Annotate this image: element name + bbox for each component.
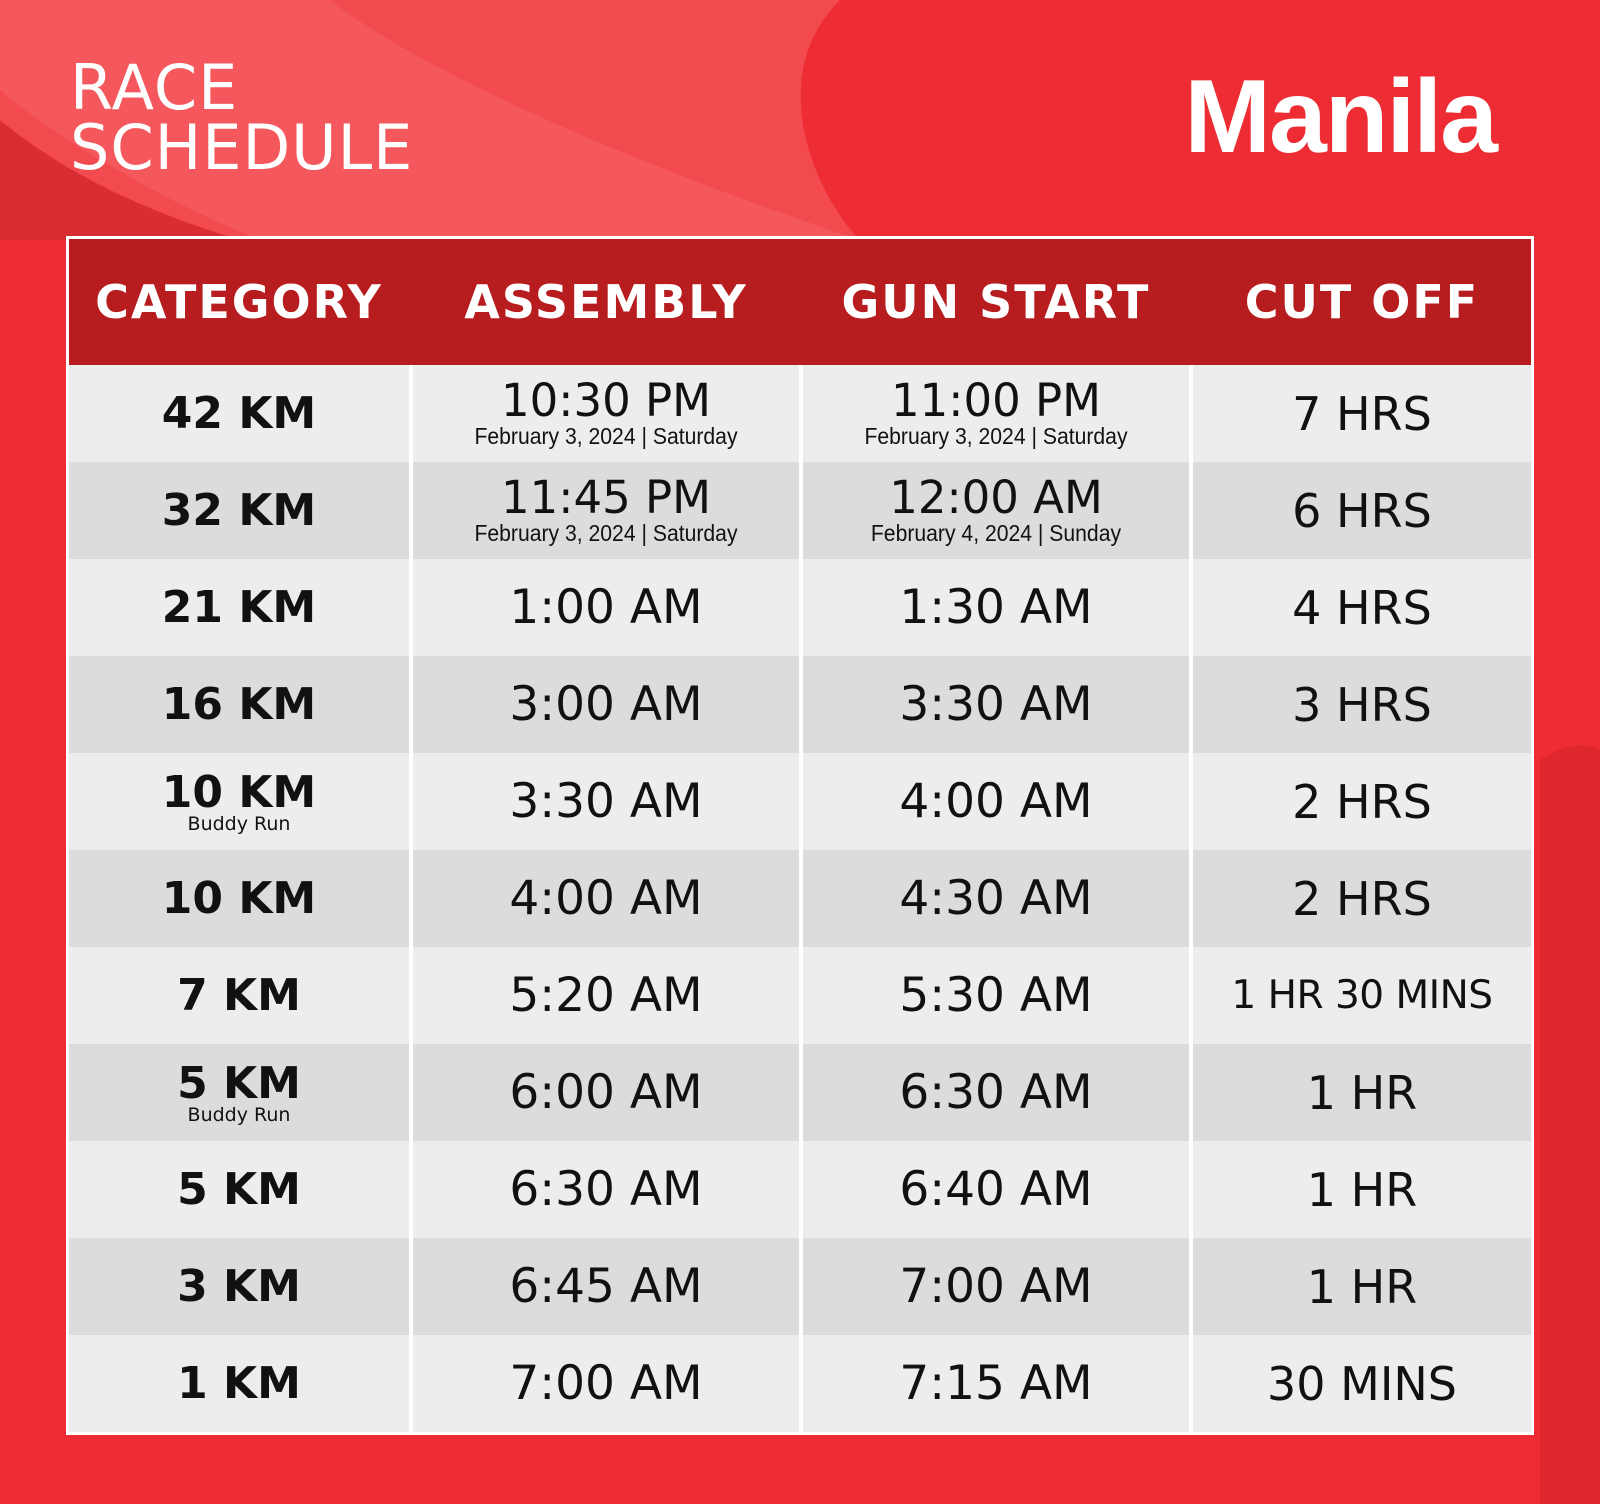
table-row	[69, 1238, 1531, 1335]
category-label: 16 KM	[161, 678, 317, 730]
gun-start-cell	[803, 753, 1189, 850]
table-row	[69, 365, 1531, 462]
gun-start-cell	[803, 947, 1189, 1044]
gun-start-cell	[803, 1238, 1189, 1335]
category-label: 5 KM	[177, 1163, 301, 1215]
assembly-time: 10:30 PM	[501, 373, 711, 427]
cut-off-cell	[1193, 1141, 1531, 1238]
cut-off-value: 3 HRS	[1292, 677, 1432, 732]
table-row	[69, 462, 1531, 559]
gun-start-date: February 3, 2024 | Saturday	[864, 422, 1128, 449]
gun-start-cell	[803, 559, 1189, 656]
assembly-cell	[413, 462, 799, 559]
category-label: 21 KM	[161, 581, 317, 633]
assembly-cell	[413, 947, 799, 1044]
category-note: Buddy Run	[187, 812, 291, 835]
category-cell	[69, 365, 409, 462]
gun-start-time: 4:30 AM	[899, 870, 1093, 926]
cut-off-cell	[1193, 1335, 1531, 1432]
assembly-time: 7:00 AM	[509, 1355, 703, 1411]
cut-off-cell	[1193, 365, 1531, 462]
table-row	[69, 1141, 1531, 1238]
category-cell	[69, 753, 409, 850]
gun-start-time: 1:30 AM	[899, 579, 1093, 635]
gun-start-time: 7:15 AM	[899, 1355, 1093, 1411]
cut-off-value: 1 HR 30 MINS	[1231, 973, 1493, 1018]
cut-off-value: 1 HR	[1306, 1162, 1418, 1217]
cut-off-value: 1 HR	[1306, 1259, 1418, 1314]
gun-start-time: 6:30 AM	[899, 1064, 1093, 1120]
column-header-cut-off: CUT OFF	[1244, 275, 1480, 329]
cut-off-cell	[1193, 462, 1531, 559]
assembly-cell	[413, 656, 799, 753]
gun-start-time: 11:00 PM	[891, 373, 1101, 427]
cut-off-cell	[1193, 753, 1531, 850]
column-header-category: CATEGORY	[95, 275, 383, 329]
cut-off-cell	[1193, 656, 1531, 753]
table-row	[69, 753, 1531, 850]
city-name: Manila	[1184, 59, 1496, 175]
cut-off-cell	[1193, 559, 1531, 656]
table-row	[69, 1044, 1531, 1141]
category-cell	[69, 947, 409, 1044]
category-cell	[69, 1335, 409, 1432]
title-line-2: SCHEDULE	[70, 111, 414, 184]
gun-start-time: 12:00 AM	[889, 470, 1103, 524]
table-row	[69, 656, 1531, 753]
cut-off-value: 2 HRS	[1292, 774, 1432, 829]
category-label: 10 KM	[161, 872, 317, 924]
category-label: 10 KM	[161, 766, 317, 818]
category-cell	[69, 1141, 409, 1238]
table-row	[69, 559, 1531, 656]
column-header-assembly: ASSEMBLY	[464, 275, 748, 329]
gun-start-cell	[803, 1044, 1189, 1141]
category-label: 5 KM	[177, 1057, 301, 1109]
category-cell	[69, 1044, 409, 1141]
gun-start-time: 7:00 AM	[899, 1258, 1093, 1314]
cut-off-value: 2 HRS	[1292, 871, 1432, 926]
assembly-cell	[413, 1141, 799, 1238]
assembly-date: February 3, 2024 | Saturday	[474, 519, 738, 546]
gun-start-cell	[803, 850, 1189, 947]
category-note: Buddy Run	[187, 1103, 291, 1126]
category-label: 7 KM	[177, 969, 301, 1021]
table-row	[69, 1335, 1531, 1432]
column-header-gun-start: GUN START	[841, 275, 1151, 329]
table-header-row	[69, 239, 1531, 365]
cut-off-value: 7 HRS	[1292, 386, 1432, 441]
category-cell	[69, 462, 409, 559]
schedule-table	[66, 236, 1534, 1435]
cut-off-cell	[1193, 1044, 1531, 1141]
gun-start-time: 4:00 AM	[899, 773, 1093, 829]
assembly-time: 1:00 AM	[509, 579, 703, 635]
category-cell	[69, 559, 409, 656]
table-body	[69, 365, 1531, 1432]
category-label: 42 KM	[161, 387, 317, 439]
assembly-time: 5:20 AM	[509, 967, 703, 1023]
gun-start-cell	[803, 462, 1189, 559]
cut-off-value: 4 HRS	[1292, 580, 1432, 635]
page-title	[70, 51, 414, 184]
assembly-time: 4:00 AM	[509, 870, 703, 926]
gun-start-cell	[803, 656, 1189, 753]
assembly-time: 3:00 AM	[509, 676, 703, 732]
assembly-cell	[413, 1044, 799, 1141]
gun-start-cell	[803, 1141, 1189, 1238]
cut-off-value: 6 HRS	[1292, 483, 1432, 538]
table-row	[69, 850, 1531, 947]
category-label: 3 KM	[177, 1260, 301, 1312]
gun-start-time: 6:40 AM	[899, 1161, 1093, 1217]
assembly-time: 6:30 AM	[509, 1161, 703, 1217]
category-label: 32 KM	[161, 484, 317, 536]
gun-start-cell	[803, 1335, 1189, 1432]
cut-off-value: 1 HR	[1306, 1065, 1418, 1120]
assembly-cell	[413, 1238, 799, 1335]
assembly-time: 11:45 PM	[501, 470, 711, 524]
assembly-cell	[413, 1335, 799, 1432]
cut-off-cell	[1193, 850, 1531, 947]
assembly-cell	[413, 753, 799, 850]
assembly-date: February 3, 2024 | Saturday	[474, 422, 738, 449]
category-cell	[69, 656, 409, 753]
assembly-time: 6:45 AM	[509, 1258, 703, 1314]
cut-off-value: 30 MINS	[1266, 1356, 1458, 1411]
assembly-time: 3:30 AM	[509, 773, 703, 829]
category-label: 1 KM	[177, 1357, 301, 1409]
category-cell	[69, 850, 409, 947]
assembly-cell	[413, 559, 799, 656]
category-cell	[69, 1238, 409, 1335]
title-line-1: RACE	[70, 51, 239, 124]
gun-start-time: 5:30 AM	[899, 967, 1093, 1023]
gun-start-time: 3:30 AM	[899, 676, 1093, 732]
table-row	[69, 947, 1531, 1044]
gun-start-cell	[803, 365, 1189, 462]
cut-off-cell	[1193, 947, 1531, 1044]
cut-off-cell	[1193, 1238, 1531, 1335]
assembly-cell	[413, 850, 799, 947]
assembly-cell	[413, 365, 799, 462]
gun-start-date: February 4, 2024 | Sunday	[870, 519, 1122, 546]
assembly-time: 6:00 AM	[509, 1064, 703, 1120]
